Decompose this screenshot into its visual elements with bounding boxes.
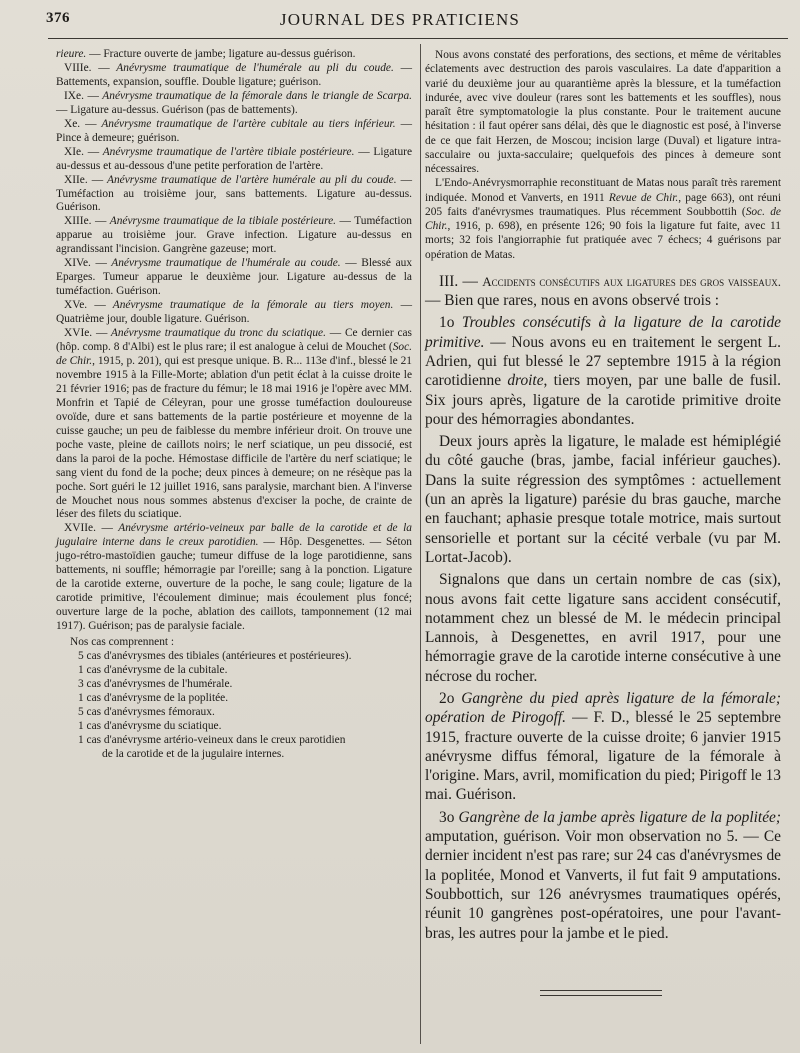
case-xvii	[56, 522, 412, 634]
case-number: IXe. —	[64, 89, 99, 102]
case-title: Anévrysme traumatique de la fémorale dans le triangle de Scarpa.	[98, 89, 412, 102]
case-number: XIe. —	[64, 145, 100, 158]
item-number: 3o	[439, 808, 459, 826]
section-text: — Bien que rares, nous en avons observé trois :	[425, 292, 720, 310]
case-number: XVe. —	[64, 299, 106, 312]
case-xiv	[56, 257, 412, 299]
item-text: amputation, guérison. Voir mon observation no 5. — Ce dernier incident n'est pas rare; sur 24 cas d'anévrysmes de la poplitée, Monod et Vanverts, il fut fait 9 amputations. Soubbottich, sur 126 anévrysmes traumatiques opérés, réunit 10 gangrènes post-opératoires, une pour l'avant-bras, les autres pour la jambe et le pied.	[425, 828, 781, 942]
case-title: Anévrysme traumatique du tronc du sciatique.	[107, 327, 326, 340]
list-item: 1 cas d'anévrysme du sciatique.	[78, 719, 222, 732]
left-column	[56, 48, 412, 762]
accident-2	[425, 689, 781, 805]
header-rule	[48, 38, 788, 39]
section-number: III. —	[439, 272, 483, 290]
paragraph: Nous avons constaté des perforations, des sections, et même de véritables éclatements avec destruction des parois vasculaires. La date d'apparition a varié du deuxième jour au quarantième après la blessure, et la tuméfaction indurée, avec vive douleur (rares sont les battements et les souffles), nous paraît être symptomatologie la plus constante. Pour le traitement aucune hésitation : il faut opérer sans délai, dès que le diagnostic est posé, à l'inverse de ce que fait Herzen, de Moscou; incision large (Duval) et ligature intra-sacculaire ou juxta-sacculaire; quelquefois des pinces à demeure sont nécessaires.	[425, 49, 781, 175]
case-text: , 1915, p. 201), qui est presque unique. B. R... 113e d'inf., blessé le 21 novembre 1915 à la Fille-Morte; ablation d'un petit éclat à la cuisse droite le 21 février 1916; pas de fracture du fémur; le 18 mai 1916 je l'opère avec MM. Monfrin et Tapié de Céleyran, pour une grosse tuméfaction douloureuse ovoïde, dure et sans battements de la partie postérieure et moyenne de la cuisse gauche; un peu de faiblesse du membre inférieur droit. On trouve une poche vaste, pleine de caillots noirs; le nerf sciatique, un peu dissocié, est dans la paroi de la poche. Hémostase difficile de l'artère du nerf sciatique; le sang vient du fond de la poche; deux pinces à demeure; on ne résèque pas la poche. Sort guéri le 12 juillet 1916, sans paralysie, marchant bien. A l'inverse de Mouchet nous nous sommes abstenus d'exciser la poche, de crainte de léser des filets du sciatique.	[56, 354, 412, 521]
case-title: Anévrysme traumatique de l'artère tibiale postérieure.	[99, 145, 355, 158]
end-rule	[540, 990, 662, 996]
case-title: Anévrysme traumatique de l'artère humérale au pli du coude.	[103, 173, 397, 186]
page-header	[0, 10, 800, 34]
case-xii	[56, 174, 412, 216]
paragraph-text: L'Endo-Anévrysmorraphie reconstituant de Matas nous paraît très rarement indiquée. Monod et Vanverts, en 1911	[425, 177, 781, 204]
accident-3	[425, 808, 781, 943]
paragraph: Deux jours après la ligature, le malade est hémiplégié du côté gauche (bras, jambe, facial inférieur gauches). Dans la suite régression des symptômes : actuellement (un an après la ligature) parésie du bras gauche, marche en fauchant; aphasie presque totale motrice, mais surtout sensorielle et portant sur la cécité verbale (vu par M. Lortat-Jacob).	[425, 433, 781, 566]
item-text: — F. D., blessé le 25 septembre 1915, fracture ouverte de la cuisse droite; 6 janvier 1915 anévrysme diffus fémoral, ligature de la fémorale à l'origine. Mars, avril, momification du pied; Pirigoff le 13 mai. Guérison.	[425, 709, 781, 804]
case-text: — Blessé aux Eparges. Tumeur apparue le deuxième jour. Ligature au-dessus de la tuméfaction. Guérison.	[56, 257, 413, 298]
case-title: rieure.	[56, 48, 87, 60]
case-text: — Fracture ouverte de jambe; ligature au-dessus guérison.	[86, 48, 356, 60]
citation: Soc. de Chir.	[425, 205, 781, 232]
list-item: 1 cas d'anévrysme de la poplitée.	[78, 691, 229, 704]
case-text: — Hôp. Desgenettes. — Séton jugo-rétro-mastoïdien gauche; tumeur diffuse de la loge parotidienne, sans battements, ni souffle; hémorragie par l'oreille; sang à la ponction. Ligature de la carotide externe, ouverture de la poche, le sang coule; ligature de la carotide primitive, l'écoulement diminue; mais écoulement plus foncé; ouverture large de la poche, ablation des caillots, tamponnement (12 mai 1917). Guérison; pas de paralysie faciale.	[56, 536, 412, 633]
case-title: Anévrysme traumatique de la fémorale au tiers moyen.	[105, 299, 394, 312]
case-x	[56, 118, 412, 146]
paragraph	[425, 176, 781, 262]
case-text: — Tuméfaction apparue au troisième jour. Grave infection. Ligature au-dessus en agrandissant l'incision. Gangrène gazeuse; mort.	[56, 215, 412, 256]
case-title: Anévrysme traumatique de la tibiale postérieure.	[106, 215, 336, 228]
case-text: — Pince à demeure; guérison.	[56, 117, 412, 144]
accident-1	[425, 313, 781, 429]
list-item: 1 cas d'anévrysme artério-veineux dans le creux parotidien	[78, 733, 346, 746]
section-title: Accidents consécutifs aux ligatures des gros vaisseaux.	[482, 273, 781, 289]
paragraph-text: , 1916, p. 698), en présente 126; 90 fois la ligature fut faite, avec 11 morts; 32 fois l'angiorraphie fut pratiquée avec 7 échecs; 4 guérisons par opération de Matas.	[425, 220, 781, 261]
case-xiii	[56, 215, 412, 257]
case-xvi	[56, 327, 412, 522]
case-viii	[56, 62, 412, 90]
case-text: — Ligature au-dessus. Guérison (pas de battements).	[56, 103, 298, 116]
case-summary-list	[56, 636, 412, 762]
item-text: , tiers moyen, par une balle de fusil. Six jours après, ligature de la carotide primitive droite pour des hémorragies abondantes.	[425, 372, 781, 428]
case-text: — Ligature au-dessus et au-dessous d'une petite perforation de l'artère.	[56, 145, 412, 172]
item-title: Troubles consécutifs à la ligature de la carotide primitive.	[425, 314, 781, 351]
paragraph-text: , page 663), ont réuni 205 faits d'anévrysmes traumatiques. Plus récemment Soubbottih (	[425, 191, 781, 218]
item-number: 1o	[439, 314, 462, 332]
case-title: Anévrysme traumatique de l'artère cubitale au tiers inférieur.	[96, 117, 396, 130]
journal-title: JOURNAL DES PRATICIENS	[279, 10, 521, 29]
emphasis: droite	[507, 372, 544, 390]
item-title: Gangrène du pied après ligature de la fémorale; opération de Pirogoff.	[425, 689, 781, 727]
item-number: 2o	[439, 689, 462, 707]
case-text: — Tuméfaction au troisième jour, sans battements. Ligature au-dessus. Guérison.	[56, 173, 412, 214]
item-title: Gangrène de la jambe après ligature de la poplitée;	[458, 808, 781, 826]
right-column	[425, 48, 781, 943]
case-number: XVIe. —	[64, 327, 108, 340]
list-lead: Nos cas comprennent :	[70, 636, 175, 649]
case-xv	[56, 299, 412, 327]
item-text: — Nous avons eu en traitement le sergent L. Adrien, qui fut blessé le 27 septembre 1915 à la région carotidienne	[425, 333, 781, 390]
citation: Soc. de Chir.	[56, 341, 412, 367]
case-ix	[56, 90, 412, 118]
list-item-continued: de la carotide et de la jugulaire internes.	[102, 747, 285, 760]
case-title: Anévrysme artério-veineux par balle de la carotide et de la jugulaire interne dans le creux parotidien.	[56, 522, 412, 549]
case-text: — Ce dernier cas (hôp. comp. 8 d'Albi) est le plus rare; il est analogue à celui de Mouchet (	[56, 327, 412, 354]
section-heading	[425, 272, 781, 311]
list-item: 3 cas d'anévrysmes de l'humérale.	[78, 677, 233, 690]
case-number: XIIe. —	[64, 173, 104, 186]
page-number: 376	[46, 10, 70, 26]
list-item: 5 cas d'anévrysmes fémoraux.	[78, 705, 215, 718]
case-title: Anévrysme traumatique de l'humérale au pli du coude.	[109, 61, 394, 74]
list-item: 5 cas d'anévrysmes des tibiales (antérieures et postérieures).	[78, 649, 352, 662]
citation: Revue de Chir.	[608, 191, 679, 204]
case-xi	[56, 146, 412, 174]
case-text: — Battements, expansion, souffle. Double ligature; guérison.	[56, 61, 412, 88]
case-number: XIIIe. —	[64, 215, 107, 228]
case-vii-end	[56, 48, 412, 62]
column-divider	[420, 44, 421, 1044]
case-text: — Quatrième jour, double ligature. Guérison.	[56, 299, 412, 326]
case-number: XIVe. —	[64, 257, 107, 270]
case-number: XVIIe. —	[64, 522, 113, 535]
case-number: VIIIe. —	[64, 61, 110, 74]
list-item: 1 cas d'anévrysme de la cubitale.	[78, 663, 228, 676]
paragraph: Signalons que dans un certain nombre de cas (six), nous avons fait cette ligature sans accident consécutif, notamment chez un blessé de M. le médecin principal Lannois, à Desgenettes, en avril 1917, pour une hémorragie grave de la carotide interne consécutive à une nécrose du rocher.	[425, 571, 781, 685]
case-number: Xe. —	[64, 117, 97, 130]
case-title: Anévrysme traumatique de l'humérale au coude.	[106, 257, 341, 270]
